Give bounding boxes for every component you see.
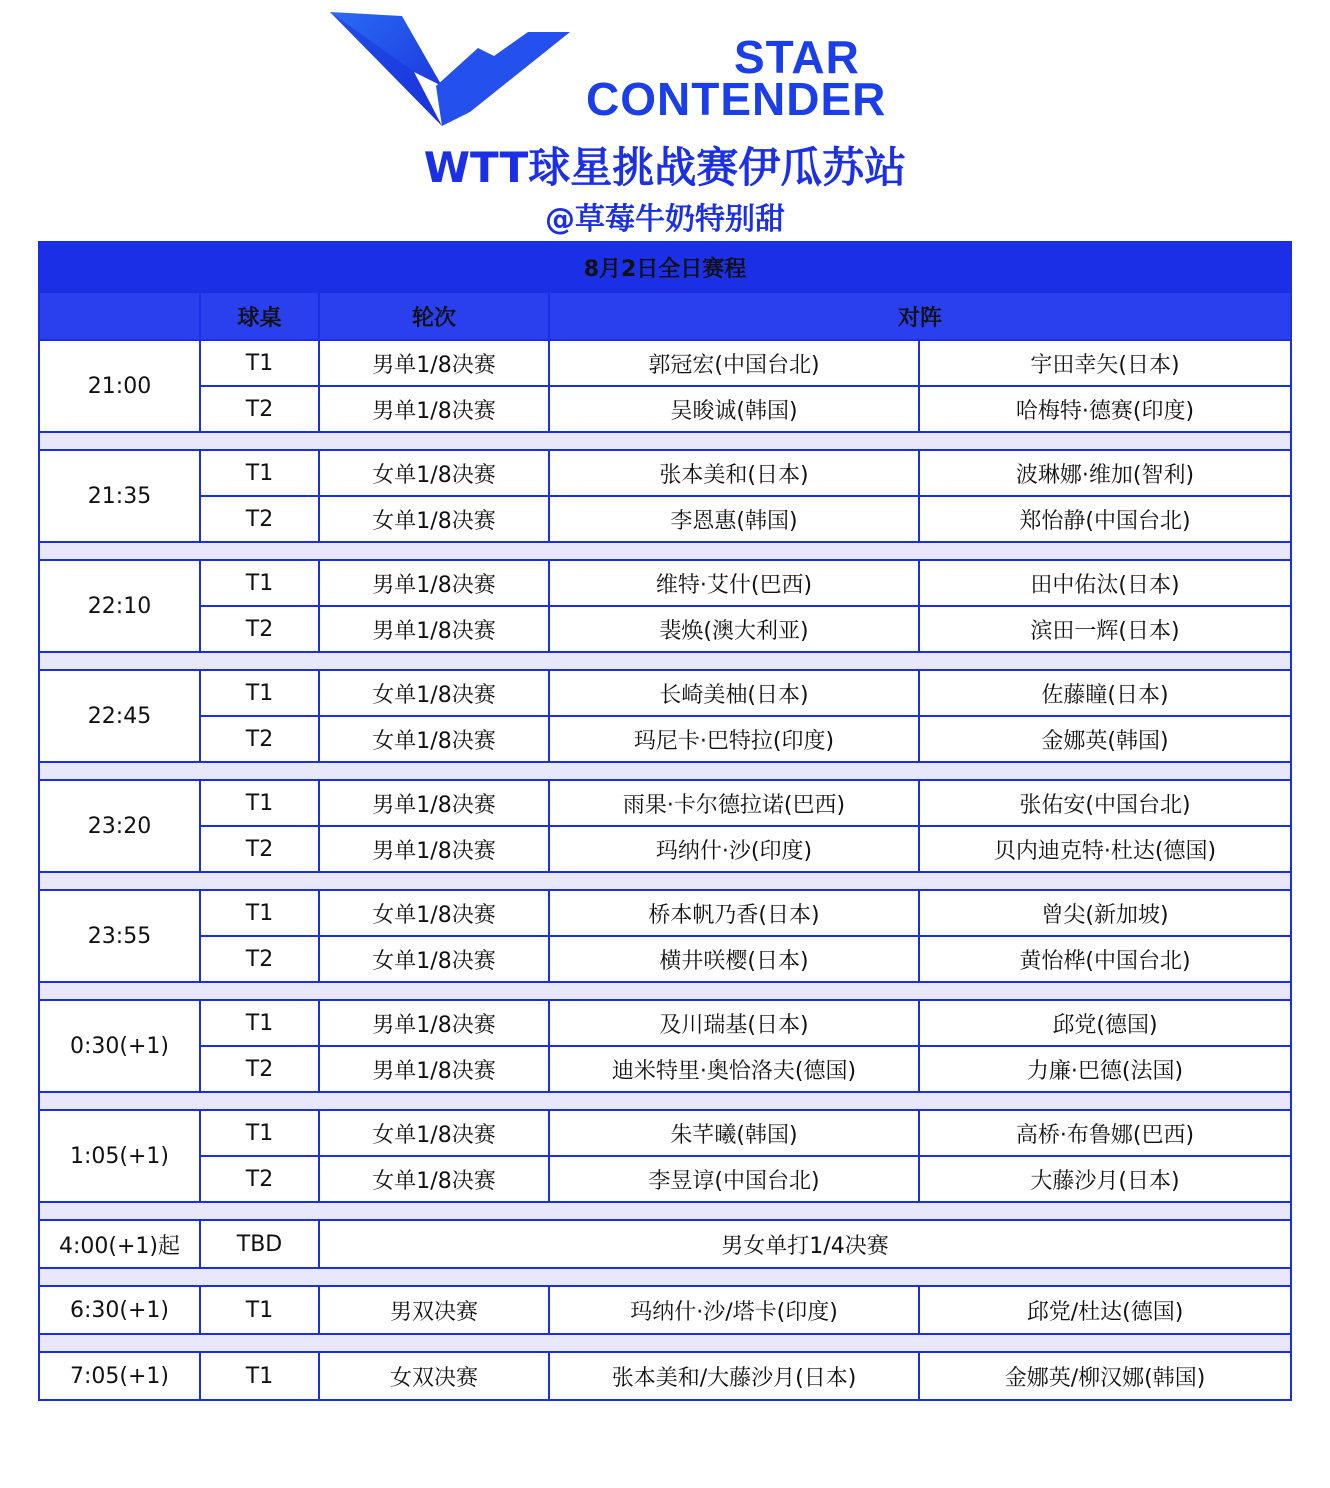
table-cell: T2 — [200, 1046, 319, 1092]
player2-cell: 滨田一辉(日本) — [919, 606, 1291, 652]
round-cell: 男单1/8决赛 — [319, 1000, 549, 1046]
player1-cell: 朱芊曦(韩国) — [549, 1110, 919, 1156]
round-cell: 女双决赛 — [319, 1352, 549, 1400]
time-cell: 21:00 — [39, 340, 200, 432]
player2-cell: 波琳娜·维加(智利) — [919, 450, 1291, 496]
table-cell: T2 — [200, 496, 319, 542]
round-cell: 男单1/8决赛 — [319, 606, 549, 652]
player1-cell: 玛纳什·沙/塔卡(印度) — [549, 1286, 919, 1334]
player1-cell: 迪米特里·奥恰洛夫(德国) — [549, 1046, 919, 1092]
header-matchup: 对阵 — [549, 292, 1291, 340]
player1-cell: 长崎美柚(日本) — [549, 670, 919, 716]
final-row — [39, 1352, 1291, 1400]
time-cell: 6:30(+1) — [39, 1286, 200, 1334]
player1-cell: 及川瑞基(日本) — [549, 1000, 919, 1046]
header-round: 轮次 — [319, 292, 549, 340]
schedule-table — [38, 241, 1292, 1401]
spacer-row — [39, 872, 1291, 890]
spacer-row — [39, 1334, 1291, 1352]
spacer-cell — [39, 1334, 1291, 1352]
player2-cell: 金娜英/柳汉娜(韩国) — [919, 1352, 1291, 1400]
spacer-row — [39, 1202, 1291, 1220]
table-cell: T2 — [200, 716, 319, 762]
table-cell: T1 — [200, 450, 319, 496]
player1-cell: 张本美和(日本) — [549, 450, 919, 496]
match-row — [39, 450, 1291, 496]
match-row — [39, 496, 1291, 542]
player2-cell: 高桥·布鲁娜(巴西) — [919, 1110, 1291, 1156]
player2-cell: 田中佑汰(日本) — [919, 560, 1291, 606]
match-row — [39, 716, 1291, 762]
time-cell: 23:55 — [39, 890, 200, 982]
round-cell: 女单1/8决赛 — [319, 450, 549, 496]
player2-cell: 哈梅特·德赛(印度) — [919, 386, 1291, 432]
time-cell: 22:10 — [39, 560, 200, 652]
spacer-cell — [39, 762, 1291, 780]
player1-cell: 玛纳什·沙(印度) — [549, 826, 919, 872]
page-subtitle: @草莓牛奶特别甜 — [545, 202, 785, 237]
time-cell: 7:05(+1) — [39, 1352, 200, 1400]
player2-cell: 曾尖(新加坡) — [919, 890, 1291, 936]
player1-cell: 裴焕(澳大利亚) — [549, 606, 919, 652]
player1-cell: 桥本帆乃香(日本) — [549, 890, 919, 936]
table-cell: TBD — [200, 1220, 319, 1268]
spacer-row — [39, 1268, 1291, 1286]
table-cell: T2 — [200, 386, 319, 432]
spacer-row — [39, 432, 1291, 450]
wtt-logo — [330, 12, 930, 130]
table-cell: T1 — [200, 560, 319, 606]
round-cell: 男双决赛 — [319, 1286, 549, 1334]
round-cell: 女单1/8决赛 — [319, 716, 549, 762]
player1-cell: 横井咲樱(日本) — [549, 936, 919, 982]
round-cell: 女单1/8决赛 — [319, 1156, 549, 1202]
round-cell: 男单1/8决赛 — [319, 1046, 549, 1092]
player2-cell: 张佑安(中国台北) — [919, 780, 1291, 826]
round-cell: 女单1/8决赛 — [319, 670, 549, 716]
spacer-cell — [39, 432, 1291, 450]
player1-cell: 玛尼卡·巴特拉(印度) — [549, 716, 919, 762]
spacer-cell — [39, 982, 1291, 1000]
round-cell: 女单1/8决赛 — [319, 496, 549, 542]
table-cell: T2 — [200, 606, 319, 652]
player2-cell: 金娜英(韩国) — [919, 716, 1291, 762]
player2-cell: 大藤沙月(日本) — [919, 1156, 1291, 1202]
player1-cell: 吴晙诚(韩国) — [549, 386, 919, 432]
match-row — [39, 780, 1291, 826]
round-cell: 男单1/8决赛 — [319, 386, 549, 432]
match-row — [39, 606, 1291, 652]
match-row — [39, 1000, 1291, 1046]
table-cell: T2 — [200, 936, 319, 982]
round-cell: 男单1/8决赛 — [319, 780, 549, 826]
match-row — [39, 890, 1291, 936]
match-row — [39, 560, 1291, 606]
spacer-cell — [39, 872, 1291, 890]
table-cell: T1 — [200, 1286, 319, 1334]
match-row — [39, 936, 1291, 982]
spacer-cell — [39, 1092, 1291, 1110]
spacer-row — [39, 542, 1291, 560]
spacer-row — [39, 1092, 1291, 1110]
spacer-row — [39, 982, 1291, 1000]
spacer-cell — [39, 652, 1291, 670]
table-cell: T2 — [200, 1156, 319, 1202]
player2-cell: 黄怡桦(中国台北) — [919, 936, 1291, 982]
date-header: 8月2日全日赛程 — [39, 242, 1291, 292]
time-cell: 23:20 — [39, 780, 200, 872]
table-cell: T1 — [200, 670, 319, 716]
table-cell: T1 — [200, 780, 319, 826]
table-cell: T1 — [200, 340, 319, 386]
wtt-emblem-icon — [330, 12, 580, 130]
player2-cell: 贝内迪克特·杜达(德国) — [919, 826, 1291, 872]
table-cell: T1 — [200, 890, 319, 936]
logo-star-text: STAR — [734, 31, 860, 83]
match-row — [39, 670, 1291, 716]
round-cell: 男单1/8决赛 — [319, 340, 549, 386]
player1-cell: 李恩惠(韩国) — [549, 496, 919, 542]
table-cell: T1 — [200, 1352, 319, 1400]
player1-cell: 雨果·卡尔德拉诺(巴西) — [549, 780, 919, 826]
time-cell: 4:00(+1)起 — [39, 1220, 200, 1268]
table-cell: T1 — [200, 1000, 319, 1046]
table-cell: T1 — [200, 1110, 319, 1156]
time-cell: 0:30(+1) — [39, 1000, 200, 1092]
player1-cell: 李昱谆(中国台北) — [549, 1156, 919, 1202]
spacer-row — [39, 652, 1291, 670]
spacer-cell — [39, 1268, 1291, 1286]
match-row — [39, 386, 1291, 432]
page-title: WTT球星挑战赛伊瓜苏站 — [423, 143, 907, 192]
time-cell: 22:45 — [39, 670, 200, 762]
final-row — [39, 1286, 1291, 1334]
header-table: 球桌 — [200, 292, 319, 340]
player2-cell: 佐藤瞳(日本) — [919, 670, 1291, 716]
column-header-row — [39, 292, 1291, 340]
date-header-row — [39, 242, 1291, 292]
logo-contender-text: CONTENDER — [586, 73, 887, 125]
player1-cell: 维特·艾什(巴西) — [549, 560, 919, 606]
spacer-cell — [39, 542, 1291, 560]
player2-cell: 邱党(德国) — [919, 1000, 1291, 1046]
player2-cell: 力廉·巴德(法国) — [919, 1046, 1291, 1092]
round-cell: 女单1/8决赛 — [319, 936, 549, 982]
match-row — [39, 826, 1291, 872]
match-row — [39, 340, 1291, 386]
round-cell: 男单1/8决赛 — [319, 826, 549, 872]
time-cell: 1:05(+1) — [39, 1110, 200, 1202]
table-cell: T2 — [200, 826, 319, 872]
match-row — [39, 1156, 1291, 1202]
quarterfinal-row — [39, 1220, 1291, 1268]
header-time — [39, 292, 200, 340]
match-row — [39, 1110, 1291, 1156]
match-row — [39, 1046, 1291, 1092]
time-cell: 21:35 — [39, 450, 200, 542]
round-cell: 女单1/8决赛 — [319, 1110, 549, 1156]
player2-cell: 郑怡静(中国台北) — [919, 496, 1291, 542]
quarterfinal-desc: 男女单打1/4决赛 — [319, 1220, 1291, 1268]
player2-cell: 宇田幸矢(日本) — [919, 340, 1291, 386]
round-cell: 男单1/8决赛 — [319, 560, 549, 606]
player2-cell: 邱党/杜达(德国) — [919, 1286, 1291, 1334]
round-cell: 女单1/8决赛 — [319, 890, 549, 936]
player1-cell: 张本美和/大藤沙月(日本) — [549, 1352, 919, 1400]
spacer-cell — [39, 1202, 1291, 1220]
player1-cell: 郭冠宏(中国台北) — [549, 340, 919, 386]
spacer-row — [39, 762, 1291, 780]
